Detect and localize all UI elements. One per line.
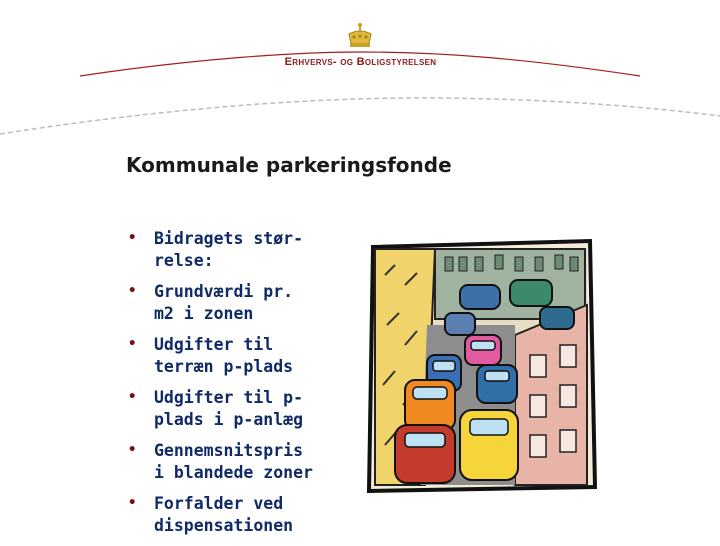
bullet-marker: •	[128, 283, 137, 299]
header-logo	[0, 0, 720, 80]
bullet-item: • Grundværdi pr. m2 i zonen	[128, 282, 294, 323]
bullet-item: • Forfalder ved dispensationen	[128, 494, 294, 535]
bullet-marker: •	[128, 389, 137, 405]
bullet-marker: •	[128, 230, 137, 246]
header-swoosh-line	[0, 36, 720, 136]
bullet-item: • Udgifter til p- plads i p-anlæg	[128, 388, 304, 429]
crown-icon	[345, 22, 375, 50]
bullet-marker: •	[128, 495, 137, 511]
bullet-item: • Gennemsnitspris i blandede zoner	[128, 441, 313, 482]
bullet-list	[126, 228, 356, 546]
bullet-marker: •	[128, 442, 137, 458]
org-name: Erhvervs- og Boligstyrelsen	[284, 56, 437, 68]
bullet-item: • Udgifter til terræn p-plads	[128, 335, 294, 376]
slide-title: Kommunale parkeringsfonde	[126, 153, 452, 177]
bullet-item: • Bidragets stør- relse:	[128, 229, 304, 270]
bullet-marker: •	[128, 336, 137, 352]
traffic-jam-clipart	[365, 235, 600, 495]
